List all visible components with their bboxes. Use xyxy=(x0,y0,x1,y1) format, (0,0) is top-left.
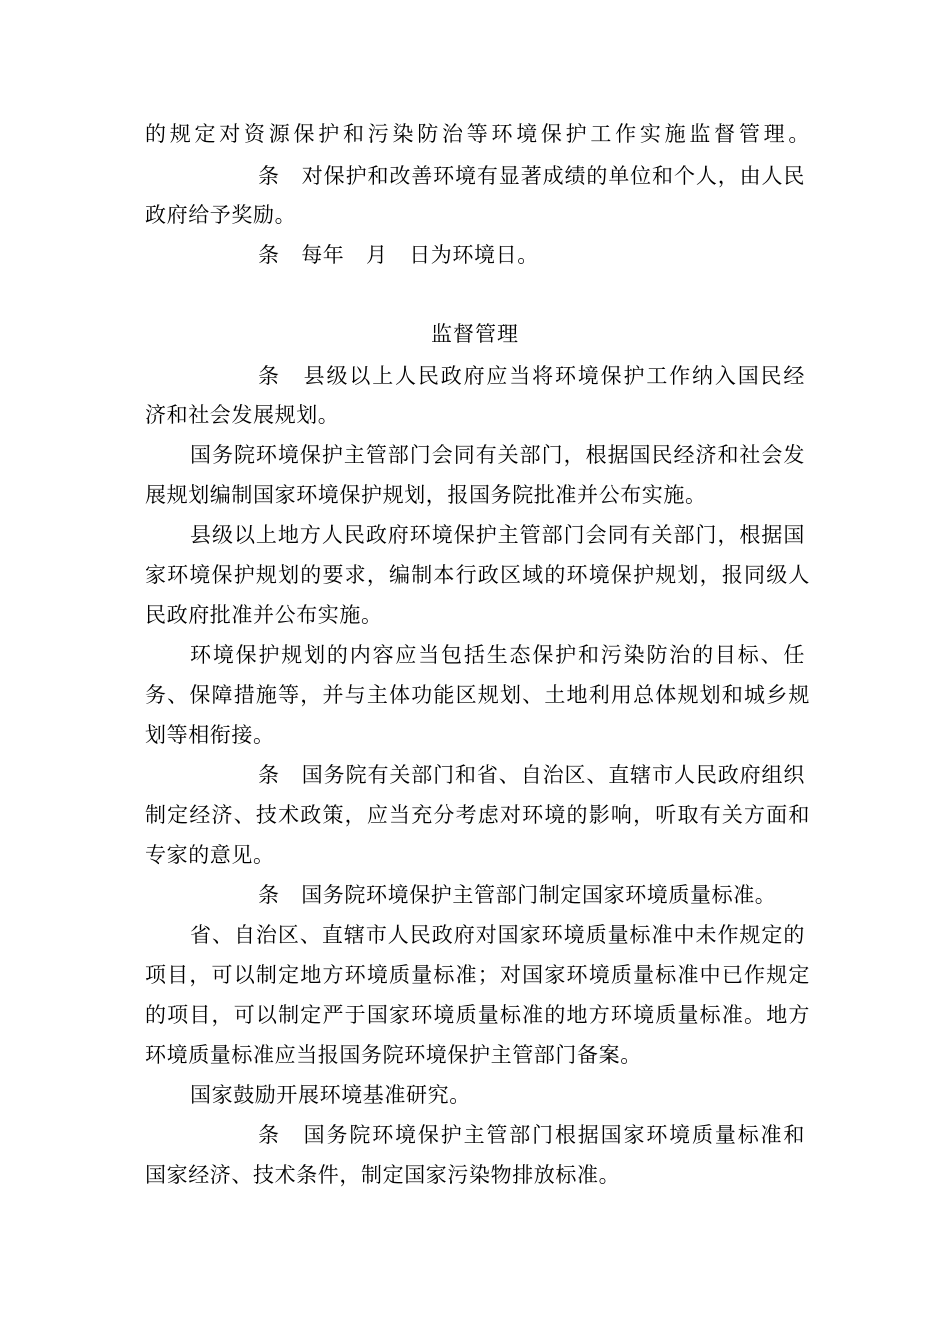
text-line: 务、保障措施等，并与主体功能区规划、土地利用总体规划和城乡规 xyxy=(145,683,810,707)
text-line: 项目，可以制定地方环境质量标准；对国家环境质量标准中已作规定 xyxy=(145,963,810,987)
section-heading: 监督管理 xyxy=(431,322,519,346)
text-line: 展规划编制国家环境保护规划，报国务院批准并公布实施。 xyxy=(145,483,707,507)
article-line: 条 每年 月 日为环境日。 xyxy=(258,243,539,267)
article-line: 条 对保护和改善环境有显著成绩的单位和个人，由人民 xyxy=(258,164,805,188)
text-line: 济和社会发展规划。 xyxy=(145,403,340,427)
text-line: 划等相衔接。 xyxy=(145,723,275,747)
text-line: 制定经济、技术政策，应当充分考虑对环境的影响，听取有关方面和 xyxy=(145,803,810,827)
text-line: 的项目，可以制定严于国家环境质量标准的地方环境质量标准。地方 xyxy=(145,1003,810,1027)
paragraph-line: 国务院环境保护主管部门会同有关部门，根据国民经济和社会发 xyxy=(190,443,805,467)
paragraph-line: 省、自治区、直辖市人民政府对国家环境质量标准中未作规定的 xyxy=(190,923,805,947)
paragraph-line: 县级以上地方人民政府环境保护主管部门会同有关部门，根据国 xyxy=(190,523,805,547)
article-line: 条 国务院环境保护主管部门制定国家环境质量标准。 xyxy=(258,883,777,907)
text-line: 环境质量标准应当报国务院环境保护主管部门备案。 xyxy=(145,1043,642,1067)
text-line: 民政府批准并公布实施。 xyxy=(145,603,383,627)
text-line: 国家经济、技术条件，制定国家污染物排放标准。 xyxy=(145,1163,621,1187)
text-line: 政府给予奖励。 xyxy=(145,203,297,227)
text-line: 专家的意见。 xyxy=(145,843,275,867)
article-line: 条 国务院环境保护主管部门根据国家环境质量标准和 xyxy=(258,1123,805,1147)
article-line: 条 国务院有关部门和省、自治区、直辖市人民政府组织 xyxy=(258,763,805,787)
paragraph-line: 国家鼓励开展环境基准研究。 xyxy=(190,1083,471,1107)
text-line: 家环境保护规划的要求，编制本行政区域的环境保护规划，报同级人 xyxy=(145,563,810,587)
paragraph-line: 环境保护规划的内容应当包括生态保护和污染防治的目标、任 xyxy=(190,643,805,667)
text-line: 的规定对资源保护和污染防治等环境保护工作实施监督管理。 xyxy=(145,122,810,146)
article-line: 条 县级以上人民政府应当将环境保护工作纳入国民经 xyxy=(258,364,805,388)
